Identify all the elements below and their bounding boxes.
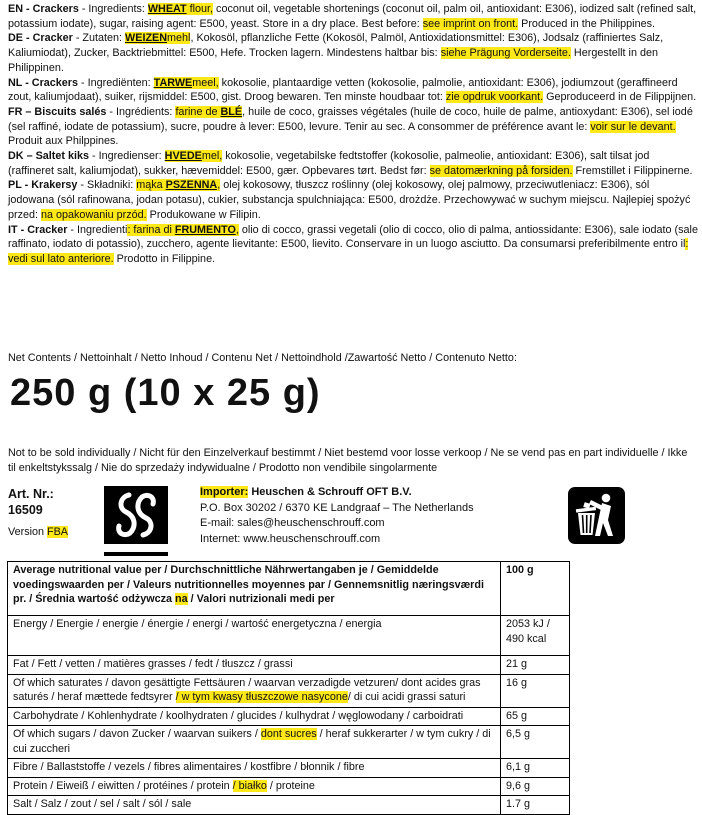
text-run: mel, xyxy=(201,150,223,163)
ingredient-paragraph xyxy=(8,2,698,31)
text-run: - Ingredients: xyxy=(78,3,148,15)
text-run: kokosolie, vegetabilske fedtstoffer (kokosolie, palmeolie, antioxidant: E306), salt tilsat jod (raffineret salt, kaliumjodat), sukker, hævemiddel: E500, gær. Opbevares tørt. Bedst før: xyxy=(8,150,650,177)
table-row-saturates xyxy=(8,674,570,707)
text-run: Carbohydrate / Kohlenhydrate / koolhydraten / glucides / kulhydrat / węglowodany / carboidrati xyxy=(13,709,464,722)
ingredient-paragraph xyxy=(8,105,698,149)
text-run: BLÉ xyxy=(220,105,243,118)
nutrient-label xyxy=(8,796,501,815)
version-text xyxy=(8,526,68,538)
text-run: siehe Prägung Vorderseite. xyxy=(440,47,571,60)
text-run: - Ingrediënten: xyxy=(78,76,154,89)
text-run: FR – Biscuits salés xyxy=(8,105,107,118)
value-line: 16 g xyxy=(506,676,528,689)
nutrient-label xyxy=(8,759,501,778)
nutrient-value xyxy=(501,707,570,726)
hs-monogram-icon xyxy=(104,486,168,544)
text-run: coconut oil, vegetable shortenings (coconut oil, palm oil, antioxidant: E306), iodized salt (refined salt, potassium iodate), sugar, raising agent: E500, yeast. Store in a dry place. Best before: xyxy=(8,3,697,30)
nutrient-value xyxy=(501,796,570,815)
net-contents-value: 250 g (10 x 25 g) xyxy=(10,372,321,414)
nutrient-label xyxy=(8,616,501,656)
text-run: : farina di xyxy=(127,223,175,236)
nutrient-label xyxy=(8,674,501,707)
ingredient-paragraph xyxy=(8,76,698,105)
value-line: 490 kcal xyxy=(506,632,547,645)
value-line: 6,5 g xyxy=(506,728,531,740)
text-run: Hergestellt in den Philippinen. xyxy=(8,47,658,74)
text-run: zie opdruk voorkant. xyxy=(445,91,544,104)
text-run: Heuschen & Schrouff OFT B.V. xyxy=(248,486,412,498)
nutrient-value xyxy=(501,656,570,675)
nutrient-value xyxy=(501,616,570,656)
text-run: - Ingrédients: xyxy=(106,105,176,118)
hs-logo-icon xyxy=(104,486,168,556)
table-row-sugars xyxy=(8,726,570,759)
table-row-salt xyxy=(8,796,570,815)
text-run: DE - Cracker xyxy=(8,32,73,45)
text-run: Fat / Fett / vetten / matières grasses / fedt / tłuszcz / grassi xyxy=(13,658,293,670)
text-run: / Valori nutrizionali medi per xyxy=(187,593,335,605)
text-run: PSZENNA xyxy=(165,179,218,192)
text-run: olej kokosowy, tłuszcz roślinny (olej kokosowy, olej palmowy, przeciwutleniacz: E306), sól jodowana (sól rafinowana, jodan potasu), cukier, substancja spulchniająca: E500, drożdże. Przechowywać w suchym miejscu. Najlepiej spożyć przed: xyxy=(8,179,691,221)
text-run: / proteine xyxy=(266,779,315,792)
nutrition-table-body xyxy=(8,562,570,815)
ingredient-paragraph xyxy=(8,178,698,222)
nutrient-value xyxy=(501,674,570,707)
importer-block xyxy=(200,485,560,547)
net-contents-label: Net Contents / Nettoinhalt / Netto Inhoud / Contenu Net / Nettoindhold /Zawartość Netto / Contenuto Netto: xyxy=(8,352,517,364)
text-run: Importer: xyxy=(200,486,249,498)
text-run: Produkowane w Filipin. xyxy=(146,208,261,221)
text-run: PL - Krakersy xyxy=(8,179,78,192)
text-run: Prodotto in Filippine. xyxy=(113,252,216,265)
value-line: 2053 kJ / xyxy=(506,618,550,630)
nutrition-header-value: 100 g xyxy=(501,562,570,616)
text-run: IT - Cracker xyxy=(8,223,68,236)
importer-heading xyxy=(200,485,560,501)
text-run: see imprint on front. xyxy=(422,17,519,30)
nutrition-header-label xyxy=(8,562,501,616)
value-line: 9,6 g xyxy=(506,779,531,792)
text-run: - Ingredienser: xyxy=(89,150,165,163)
text-run: FBA xyxy=(47,526,69,538)
text-run: Version xyxy=(8,526,48,538)
table-row-carbohydrate xyxy=(8,707,570,726)
table-header-row xyxy=(8,562,570,616)
text-run: kokosolie, plantaardige vetten (kokosolie, palmolie, antioxidant: E306), jodiumzout (geraffineerd zout, kaliumjodaat), suiker, rijsmiddel: E500, gist. Droog bewaren. Ten minste houdbaar tot: xyxy=(8,76,678,104)
text-run: meel, xyxy=(192,76,219,89)
table-row-energy xyxy=(8,616,570,656)
art-nr-value: 16509 xyxy=(8,503,43,517)
text-run: NL - Crackers xyxy=(8,76,79,89)
ingredient-paragraph xyxy=(8,149,698,178)
text-run: WHEAT xyxy=(147,3,187,15)
text-run: na xyxy=(175,593,188,605)
logo-underline xyxy=(104,551,168,556)
art-nr-label: Art. Nr.: xyxy=(8,487,54,501)
importer-email: E-mail: sales@heuschenschrouff.com xyxy=(200,517,385,529)
text-run: Average nutritional value per / Durchschnittliche Nährwertangaben je / Gemiddelde voedingswaarden per / Valeurs nutritionnelles moyennes par / Gennemsnitlig næringsværdi pr. / Średnia wartość odżywcza xyxy=(13,564,484,605)
text-run: Produit aux Philppines. xyxy=(8,135,119,148)
nutrition-table xyxy=(7,561,570,815)
nutrient-value xyxy=(501,726,570,759)
nutrient-label xyxy=(8,707,501,726)
text-run: , huile de coco, graisses végétales (huile de coco, huile de palme, antioxydant: E306), sel iodé (sel raffiné, iodate de potassium), sucre, poudre à lever: E500, levure. Tenir au sec. A consommer de préférence avant le: xyxy=(8,105,693,133)
tidyman-icon xyxy=(568,487,625,544)
text-run: - Ingredienti xyxy=(67,223,128,236)
text-run: Geproduceerd in de Filippijnen. xyxy=(543,91,697,104)
text-run: Salt / Salz / zout / sel / salt / sól / sale xyxy=(13,798,192,810)
nutrient-value xyxy=(501,777,570,796)
text-run: voir sur le devant. xyxy=(590,120,676,133)
value-line: 1.7 g xyxy=(506,798,531,810)
text-run: HVEDE xyxy=(164,150,202,163)
value-line: 21 g xyxy=(506,658,528,670)
ingredient-paragraph xyxy=(8,31,698,75)
table-row-fat xyxy=(8,656,570,675)
text-run: na opakowaniu przód. xyxy=(41,208,147,221)
not-for-individual-sale-text: Not to be sold individually / Nicht für den Einzelverkauf bestimmt / Niet bestemd voor losse verkoop / Ne se vend pas en part individuelle / Ikke til enkeltstykssalg / Nie do sprzedaży indywidualne / Prodotto non vendibile singolarmente xyxy=(8,447,688,474)
text-run: dont sucres xyxy=(260,728,317,740)
text-run: Energy / Energie / energie / énergie / energi / wartość energetyczna / energia xyxy=(13,618,382,630)
text-run: Of which sugars / davon Zucker / waarvan suikers / xyxy=(13,728,261,740)
text-run: WEIZEN xyxy=(125,32,168,45)
text-run: Fremstillet i Filippinerne. xyxy=(572,164,693,177)
text-run: / w tym kwasy tłuszczowe nasycone xyxy=(175,691,348,703)
ingredient-paragraph xyxy=(8,223,698,267)
text-run: / di cui acidi grassi saturi xyxy=(347,691,466,703)
text-run: Fibre / Ballaststoffe / vezels / fibres alimentaires / kostfibre / błonnik / fibre xyxy=(13,761,365,773)
text-run: mąka xyxy=(136,179,166,192)
ingredients-block xyxy=(8,2,698,267)
text-run: , xyxy=(217,179,221,192)
table-row-fibre xyxy=(8,759,570,778)
text-run: , Kokosöl, pflanzliche Fette (Kokosöl, Palmöl, Antioxidationsmittel: E306), Jodsalz (raffiniertes Salz, Kaliumiodat), Zucker, Backtriebmittel: E500, Hefe. Trocken lagern. Mindestens haltbar bis: xyxy=(8,32,664,60)
text-run: Of which saturates / davon gesättigte Fettsäuren / waarvan verzadigde vetzuren/ dont acides gras saturés / heraf mættede fedtsyrer xyxy=(13,676,481,703)
importer-website: Internet: www.heuschenschrouff.com xyxy=(200,532,381,545)
table-row-protein xyxy=(8,777,570,796)
text-run: / białko xyxy=(232,779,267,792)
text-run: / heraf sukkerarter / w tym cukry / di cui zuccheri xyxy=(13,728,491,755)
text-run: DK – Saltet kiks xyxy=(8,150,90,163)
text-run: : vedi sul lato anteriore. xyxy=(8,238,689,265)
text-run: Protein / Eiweiß / eiwitten / protéines / protein xyxy=(13,779,233,792)
nutrient-value xyxy=(501,759,570,778)
article-number-block xyxy=(8,486,68,538)
text-run: se datomærkning på forsiden. xyxy=(429,164,573,177)
importer-address: P.O. Box 30202 / 6370 KE Landgraaf – The Netherlands xyxy=(200,501,474,514)
value-line: 6,1 g xyxy=(506,761,531,773)
text-run: FRUMENTO xyxy=(174,223,236,236)
text-run: , xyxy=(235,223,239,236)
text-run: mehl xyxy=(167,32,191,45)
text-run: - Zutaten: xyxy=(72,32,126,45)
value-line: 65 g xyxy=(506,709,528,722)
nutrient-label xyxy=(8,777,501,796)
nutrient-label xyxy=(8,726,501,759)
text-run: TARWE xyxy=(153,76,193,89)
text-run: - Składniki: xyxy=(77,179,137,192)
nutrient-label xyxy=(8,656,501,675)
text-run: farine de xyxy=(175,105,221,118)
text-run: EN - Crackers xyxy=(8,3,79,15)
text-run: Produced in the Philippines. xyxy=(518,17,655,30)
text-run: olio di cocco, grassi vegetali (olio di cocco, olio di palma, antiossidante: E306), sale iodato (sale raffinato, iodato di potassio), zucchero, agente lievitante: E500, lievito. Conservare in un luogo asciutto. Da consumarsi preferibilmente entro il xyxy=(8,223,698,251)
text-run: flour, xyxy=(186,3,214,15)
